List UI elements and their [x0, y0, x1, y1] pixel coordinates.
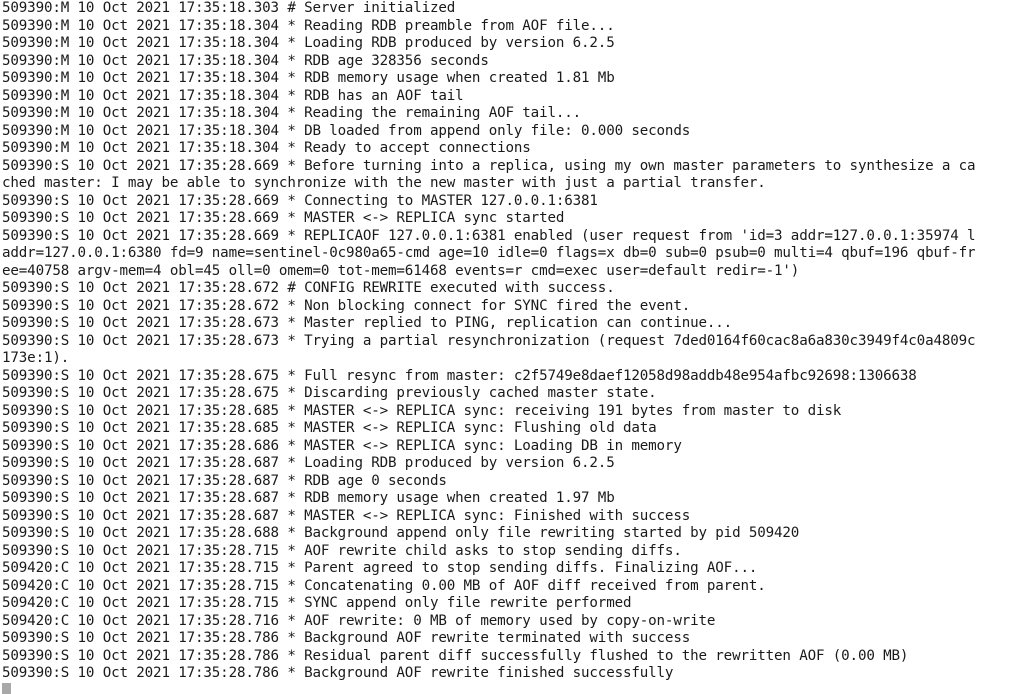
log-line: 509390:S 10 Oct 2021 17:35:28.685 * MASTER <-> REPLICA sync: Flushing old data: [2, 420, 657, 436]
log-line: 509390:M 10 Oct 2021 17:35:18.304 * DB loaded from append only file: 0.000 seconds: [2, 122, 691, 139]
log-line: 509390:S 10 Oct 2021 17:35:28.686 * MASTER <-> REPLICA sync: Loading DB in memory: [2, 437, 682, 454]
log-line: 509390:M 10 Oct 2021 17:35:18.304 * Loading RDB produced by version 6.2.5: [2, 35, 615, 51]
log-line: 509390:S 10 Oct 2021 17:35:28.675 * Discarding previously cached master state.: [2, 385, 657, 401]
log-line: 509390:S 10 Oct 2021 17:35:28.673 * Trying a partial resynchronization (request 7ded0164f60cac8a6a830c3949f4c0a4809c: [2, 332, 976, 349]
log-line: 509390:M 10 Oct 2021 17:35:18.303 # Server initialized: [2, 0, 456, 16]
log-line: 509390:S 10 Oct 2021 17:35:28.685 * MASTER <-> REPLICA sync: receiving 191 bytes from master to disk: [2, 402, 842, 419]
log-line: 509390:S 10 Oct 2021 17:35:28.687 * RDB memory usage when created 1.97 Mb: [2, 490, 615, 506]
log-line: 509390:S 10 Oct 2021 17:35:28.786 * Background AOF rewrite terminated with success: [2, 630, 691, 646]
log-line: 509390:S 10 Oct 2021 17:35:28.672 * Non blocking connect for SYNC fired the event.: [2, 297, 691, 314]
log-line: addr=127.0.0.1:6380 fd=9 name=sentinel-0c980a65-cmd age=10 idle=0 flags=x db=0 sub=0 psub=0 multi=4 qbuf=196 qbuf-fr: [2, 245, 976, 261]
log-line: 509390:M 10 Oct 2021 17:35:18.304 * Reading the remaining AOF tail...: [2, 105, 582, 121]
log-line: 509390:S 10 Oct 2021 17:35:28.786 * Residual parent diff successfully flushed to the rewritten AOF (0.00 MB): [2, 647, 909, 664]
log-line: 509390:S 10 Oct 2021 17:35:28.669 * REPLICAOF 127.0.0.1:6381 enabled (user request from 'id=3 addr=127.0.0.1:35974 l: [2, 227, 976, 244]
log-line: 509420:C 10 Oct 2021 17:35:28.715 * Parent agreed to stop sending diffs. Finalizing AOF...: [2, 560, 758, 576]
log-line: 509390:S 10 Oct 2021 17:35:28.688 * Background append only file rewriting started by pid 509420: [2, 525, 800, 541]
log-line: 509390:S 10 Oct 2021 17:35:28.672 # CONFIG REWRITE executed with success.: [2, 280, 615, 296]
log-line: 509390:S 10 Oct 2021 17:35:28.687 * Loading RDB produced by version 6.2.5: [2, 455, 615, 471]
log-line: 509390:M 10 Oct 2021 17:35:18.304 * RDB has an AOF tail: [2, 87, 464, 104]
text-cursor: [2, 683, 11, 694]
log-line: 173e:1).: [2, 350, 70, 366]
log-line: 509390:M 10 Oct 2021 17:35:18.304 * Ready to accept connections: [2, 140, 531, 156]
log-line: 509390:S 10 Oct 2021 17:35:28.687 * MASTER <-> REPLICA sync: Finished with success: [2, 507, 691, 524]
terminal-output: [2, 0, 1024, 683]
log-line: 509390:S 10 Oct 2021 17:35:28.669 * MASTER <-> REPLICA sync started: [2, 210, 565, 226]
log-line: ched master: I may be able to synchronize with the new master with just a partial transfer.: [2, 175, 766, 191]
log-line: 509390:S 10 Oct 2021 17:35:28.715 * AOF rewrite child asks to stop sending diffs.: [2, 542, 682, 559]
log-line: ee=40758 argv-mem=4 obl=45 oll=0 omem=0 tot-mem=61468 events=r cmd=exec user=default redir=-1'): [2, 262, 800, 279]
log-line: 509390:S 10 Oct 2021 17:35:28.673 * Master replied to PING, replication can continue...: [2, 315, 733, 331]
log-line: 509390:M 10 Oct 2021 17:35:18.304 * RDB age 328356 seconds: [2, 52, 489, 69]
log-line: 509390:M 10 Oct 2021 17:35:18.304 * RDB memory usage when created 1.81 Mb: [2, 70, 615, 86]
log-line: 509390:S 10 Oct 2021 17:35:28.786 * Background AOF rewrite finished successfully: [2, 665, 674, 681]
log-line: 509420:C 10 Oct 2021 17:35:28.715 * Concatenating 0.00 MB of AOF diff received from parent.: [2, 577, 766, 594]
log-line: 509390:S 10 Oct 2021 17:35:28.687 * RDB age 0 seconds: [2, 472, 447, 489]
log-line: 509420:C 10 Oct 2021 17:35:28.716 * AOF rewrite: 0 MB of memory used by copy-on-write: [2, 612, 716, 629]
log-line: 509420:C 10 Oct 2021 17:35:28.715 * SYNC append only file rewrite performed: [2, 595, 632, 611]
log-line: 509390:M 10 Oct 2021 17:35:18.304 * Reading RDB preamble from AOF file...: [2, 17, 615, 34]
log-line: 509390:S 10 Oct 2021 17:35:28.669 * Connecting to MASTER 127.0.0.1:6381: [2, 192, 598, 209]
log-line: 509390:S 10 Oct 2021 17:35:28.675 * Full resync from master: c2f5749e8daef12058d98addb48e954afbc92698:1306638: [2, 367, 917, 384]
log-line: 509390:S 10 Oct 2021 17:35:28.669 * Before turning into a replica, using my own master parameters to synthesize a ca: [2, 157, 976, 174]
